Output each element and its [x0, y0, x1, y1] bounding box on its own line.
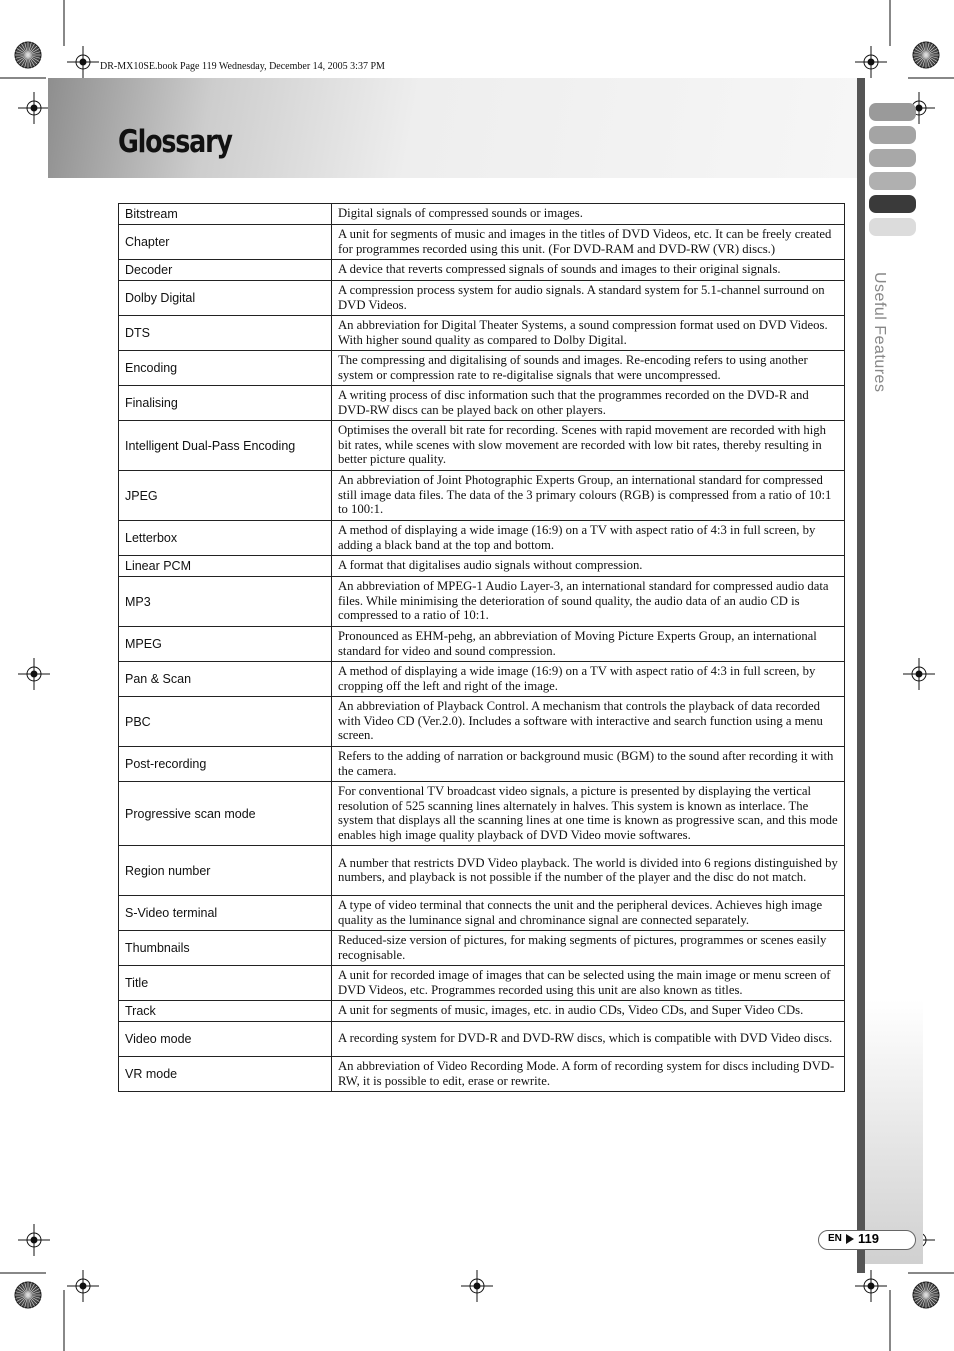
- glossary-term: JPEG: [119, 471, 332, 521]
- glossary-definition: A recording system for DVD-R and DVD-RW discs, which is compatible with DVD Video discs.: [332, 1022, 845, 1057]
- crosshair-mark-icon: [18, 658, 50, 690]
- glossary-term: Encoding: [119, 351, 332, 386]
- glossary-term: Thumbnails: [119, 931, 332, 966]
- color-target-icon: [913, 42, 939, 68]
- glossary-row: [119, 521, 845, 556]
- section-tab: [869, 126, 916, 144]
- glossary-definition: A unit for segments of music and images in the titles of DVD Videos, etc. It can be freely created for programmes recorded using this unit. (For DVD-RAM and DVD-RW (VR) discs.): [332, 225, 845, 260]
- glossary-definition: A device that reverts compressed signals of sounds and images to their original signals.: [332, 260, 845, 281]
- glossary-definition: An abbreviation of Video Recording Mode. A form of recording system for discs including DVD-RW, it is possible to edit, erase or rewrite.: [332, 1057, 845, 1092]
- glossary-row: [119, 747, 845, 782]
- crosshair-mark-icon: [855, 46, 887, 78]
- glossary-row: [119, 316, 845, 351]
- glossary-row: [119, 386, 845, 421]
- glossary-term: Progressive scan mode: [119, 782, 332, 846]
- page-title: Glossary: [118, 124, 232, 160]
- color-target-icon: [15, 42, 41, 68]
- glossary-row: [119, 1001, 845, 1022]
- glossary-definition: A type of video terminal that connects the unit and the peripheral devices. Achieves high image quality as the luminance signal and chrominance signal are connected separately.: [332, 896, 845, 931]
- glossary-row: [119, 1057, 845, 1092]
- crosshair-mark-icon: [18, 1224, 50, 1256]
- glossary-term: Post-recording: [119, 747, 332, 782]
- glossary-row: [119, 281, 845, 316]
- glossary-definition: A method of displaying a wide image (16:9) on a TV with aspect ratio of 4:3 in full screen, by cropping off the left and right of the image.: [332, 662, 845, 697]
- glossary-term: Linear PCM: [119, 556, 332, 577]
- book-info-line: DR-MX10SE.book Page 119 Wednesday, December 14, 2005 3:37 PM: [100, 61, 385, 72]
- page-number: 119: [858, 1231, 879, 1246]
- glossary-definition: Refers to the adding of narration or background music (BGM) to the sound after recording it with the camera.: [332, 747, 845, 782]
- glossary-definition: An abbreviation of Joint Photographic Experts Group, an international standard for compressed still image data files. The data of the 3 primary colours (RGB) is compressed from a ratio of 10:1 to 100:1.: [332, 471, 845, 521]
- glossary-term: Intelligent Dual-Pass Encoding: [119, 421, 332, 471]
- crosshair-mark-icon: [67, 1270, 99, 1302]
- glossary-definition: A number that restricts DVD Video playback. The world is divided into 6 regions distinguished by numbers, and playback is not possible if the number of the player and the disc do not match.: [332, 846, 845, 896]
- glossary-definition: The compressing and digitalising of sounds and images. Re-encoding refers to using another system or compression rate to re-digitalise signals that were uncompressed.: [332, 351, 845, 386]
- glossary-row: [119, 556, 845, 577]
- glossary-row: [119, 421, 845, 471]
- glossary-row: [119, 931, 845, 966]
- glossary-row: [119, 627, 845, 662]
- glossary-definition: An abbreviation of MPEG-1 Audio Layer-3, an international standard for compressed audio data files. While minimising the deterioration of sound quality, the audio data of an audio CD is compressed to a ratio of 10:1.: [332, 577, 845, 627]
- glossary-row: [119, 966, 845, 1001]
- glossary-term: MP3: [119, 577, 332, 627]
- crosshair-mark-icon: [18, 92, 50, 124]
- section-label: Useful Features: [871, 272, 888, 393]
- glossary-row: [119, 896, 845, 931]
- glossary-term: Title: [119, 966, 332, 1001]
- glossary-row: [119, 697, 845, 747]
- glossary-term: Bitstream: [119, 204, 332, 225]
- glossary-row: [119, 1022, 845, 1057]
- glossary-term: S-Video terminal: [119, 896, 332, 931]
- glossary-definition: A compression process system for audio signals. A standard system for 5.1-channel surround on DVD Videos.: [332, 281, 845, 316]
- crosshair-mark-icon: [903, 658, 935, 690]
- glossary-row: [119, 260, 845, 281]
- glossary-row: [119, 351, 845, 386]
- glossary-row: [119, 204, 845, 225]
- glossary-term: Dolby Digital: [119, 281, 332, 316]
- glossary-row: [119, 225, 845, 260]
- color-target-icon: [913, 1282, 939, 1308]
- side-panel: [865, 1000, 923, 1264]
- glossary-definition: Digital signals of compressed sounds or images.: [332, 204, 845, 225]
- glossary-row: [119, 577, 845, 627]
- glossary-term: Video mode: [119, 1022, 332, 1057]
- crosshair-mark-icon: [461, 1270, 493, 1302]
- glossary-term: Chapter: [119, 225, 332, 260]
- glossary-row: [119, 782, 845, 846]
- glossary-row: [119, 662, 845, 697]
- crosshair-mark-icon: [855, 1270, 887, 1302]
- glossary-term: MPEG: [119, 627, 332, 662]
- play-arrow-icon: [846, 1234, 854, 1244]
- color-target-icon: [15, 1282, 41, 1308]
- glossary-term: PBC: [119, 697, 332, 747]
- glossary-definition: An abbreviation of Playback Control. A mechanism that controls the playback of data recorded with Video CD (Ver.2.0). Includes a software with interactive and search function using a menu screen.: [332, 697, 845, 747]
- section-tab: [869, 149, 916, 167]
- language-label: EN: [828, 1233, 842, 1244]
- section-tab: [869, 103, 916, 121]
- glossary-definition: Optimises the overall bit rate for recording. Scenes with rapid movement are recorded with high bit rates, while scenes with slow movement are recorded with low bit rates, thereby resulting in better picture quality.: [332, 421, 845, 471]
- glossary-term: DTS: [119, 316, 332, 351]
- glossary-definition: A format that digitalises audio signals without compression.: [332, 556, 845, 577]
- glossary-term: Finalising: [119, 386, 332, 421]
- side-strip: [857, 78, 865, 1273]
- glossary-definition: A unit for segments of music, images, etc. in audio CDs, Video CDs, and Super Video CDs.: [332, 1001, 845, 1022]
- glossary-definition: A method of displaying a wide image (16:9) on a TV with aspect ratio of 4:3 in full screen, by adding a black band at the top and bottom.: [332, 521, 845, 556]
- glossary-term: Decoder: [119, 260, 332, 281]
- glossary-row: [119, 471, 845, 521]
- glossary-term: VR mode: [119, 1057, 332, 1092]
- glossary-definition: Pronounced as EHM-pehg, an abbreviation of Moving Picture Experts Group, an international standard for video and sound compression.: [332, 627, 845, 662]
- section-tab: [869, 218, 916, 236]
- glossary-term: Letterbox: [119, 521, 332, 556]
- glossary-definition: A writing process of disc information such that the programmes recorded on the DVD-R and DVD-RW discs can be played back on other players.: [332, 386, 845, 421]
- glossary-definition: A unit for recorded image of images that can be selected using the main image or menu screen of DVD Videos, etc. Programmes recorded using this unit are also known as titles.: [332, 966, 845, 1001]
- glossary-term: Region number: [119, 846, 332, 896]
- glossary-row: [119, 846, 845, 896]
- section-tab: [869, 195, 916, 213]
- glossary-term: Pan & Scan: [119, 662, 332, 697]
- glossary-definition: For conventional TV broadcast video signals, a picture is presented by displaying the vertical resolution of 525 scanning lines alternately in halves. This system is known as interlace. The system that displays all the scanning lines at one time is known as progressive scan, and this mode enables high image quality playback of DVD Video movie softwares.: [332, 782, 845, 846]
- crosshair-mark-icon: [67, 46, 99, 78]
- glossary-definition: Reduced-size version of pictures, for making segments of pictures, programmes or scenes easily recognisable.: [332, 931, 845, 966]
- section-tab: [869, 172, 916, 190]
- glossary-table: [118, 203, 845, 1092]
- glossary-definition: An abbreviation for Digital Theater Systems, a sound compression format used on DVD Videos. With higher sound quality as compared to Dolby Digital.: [332, 316, 845, 351]
- glossary-term: Track: [119, 1001, 332, 1022]
